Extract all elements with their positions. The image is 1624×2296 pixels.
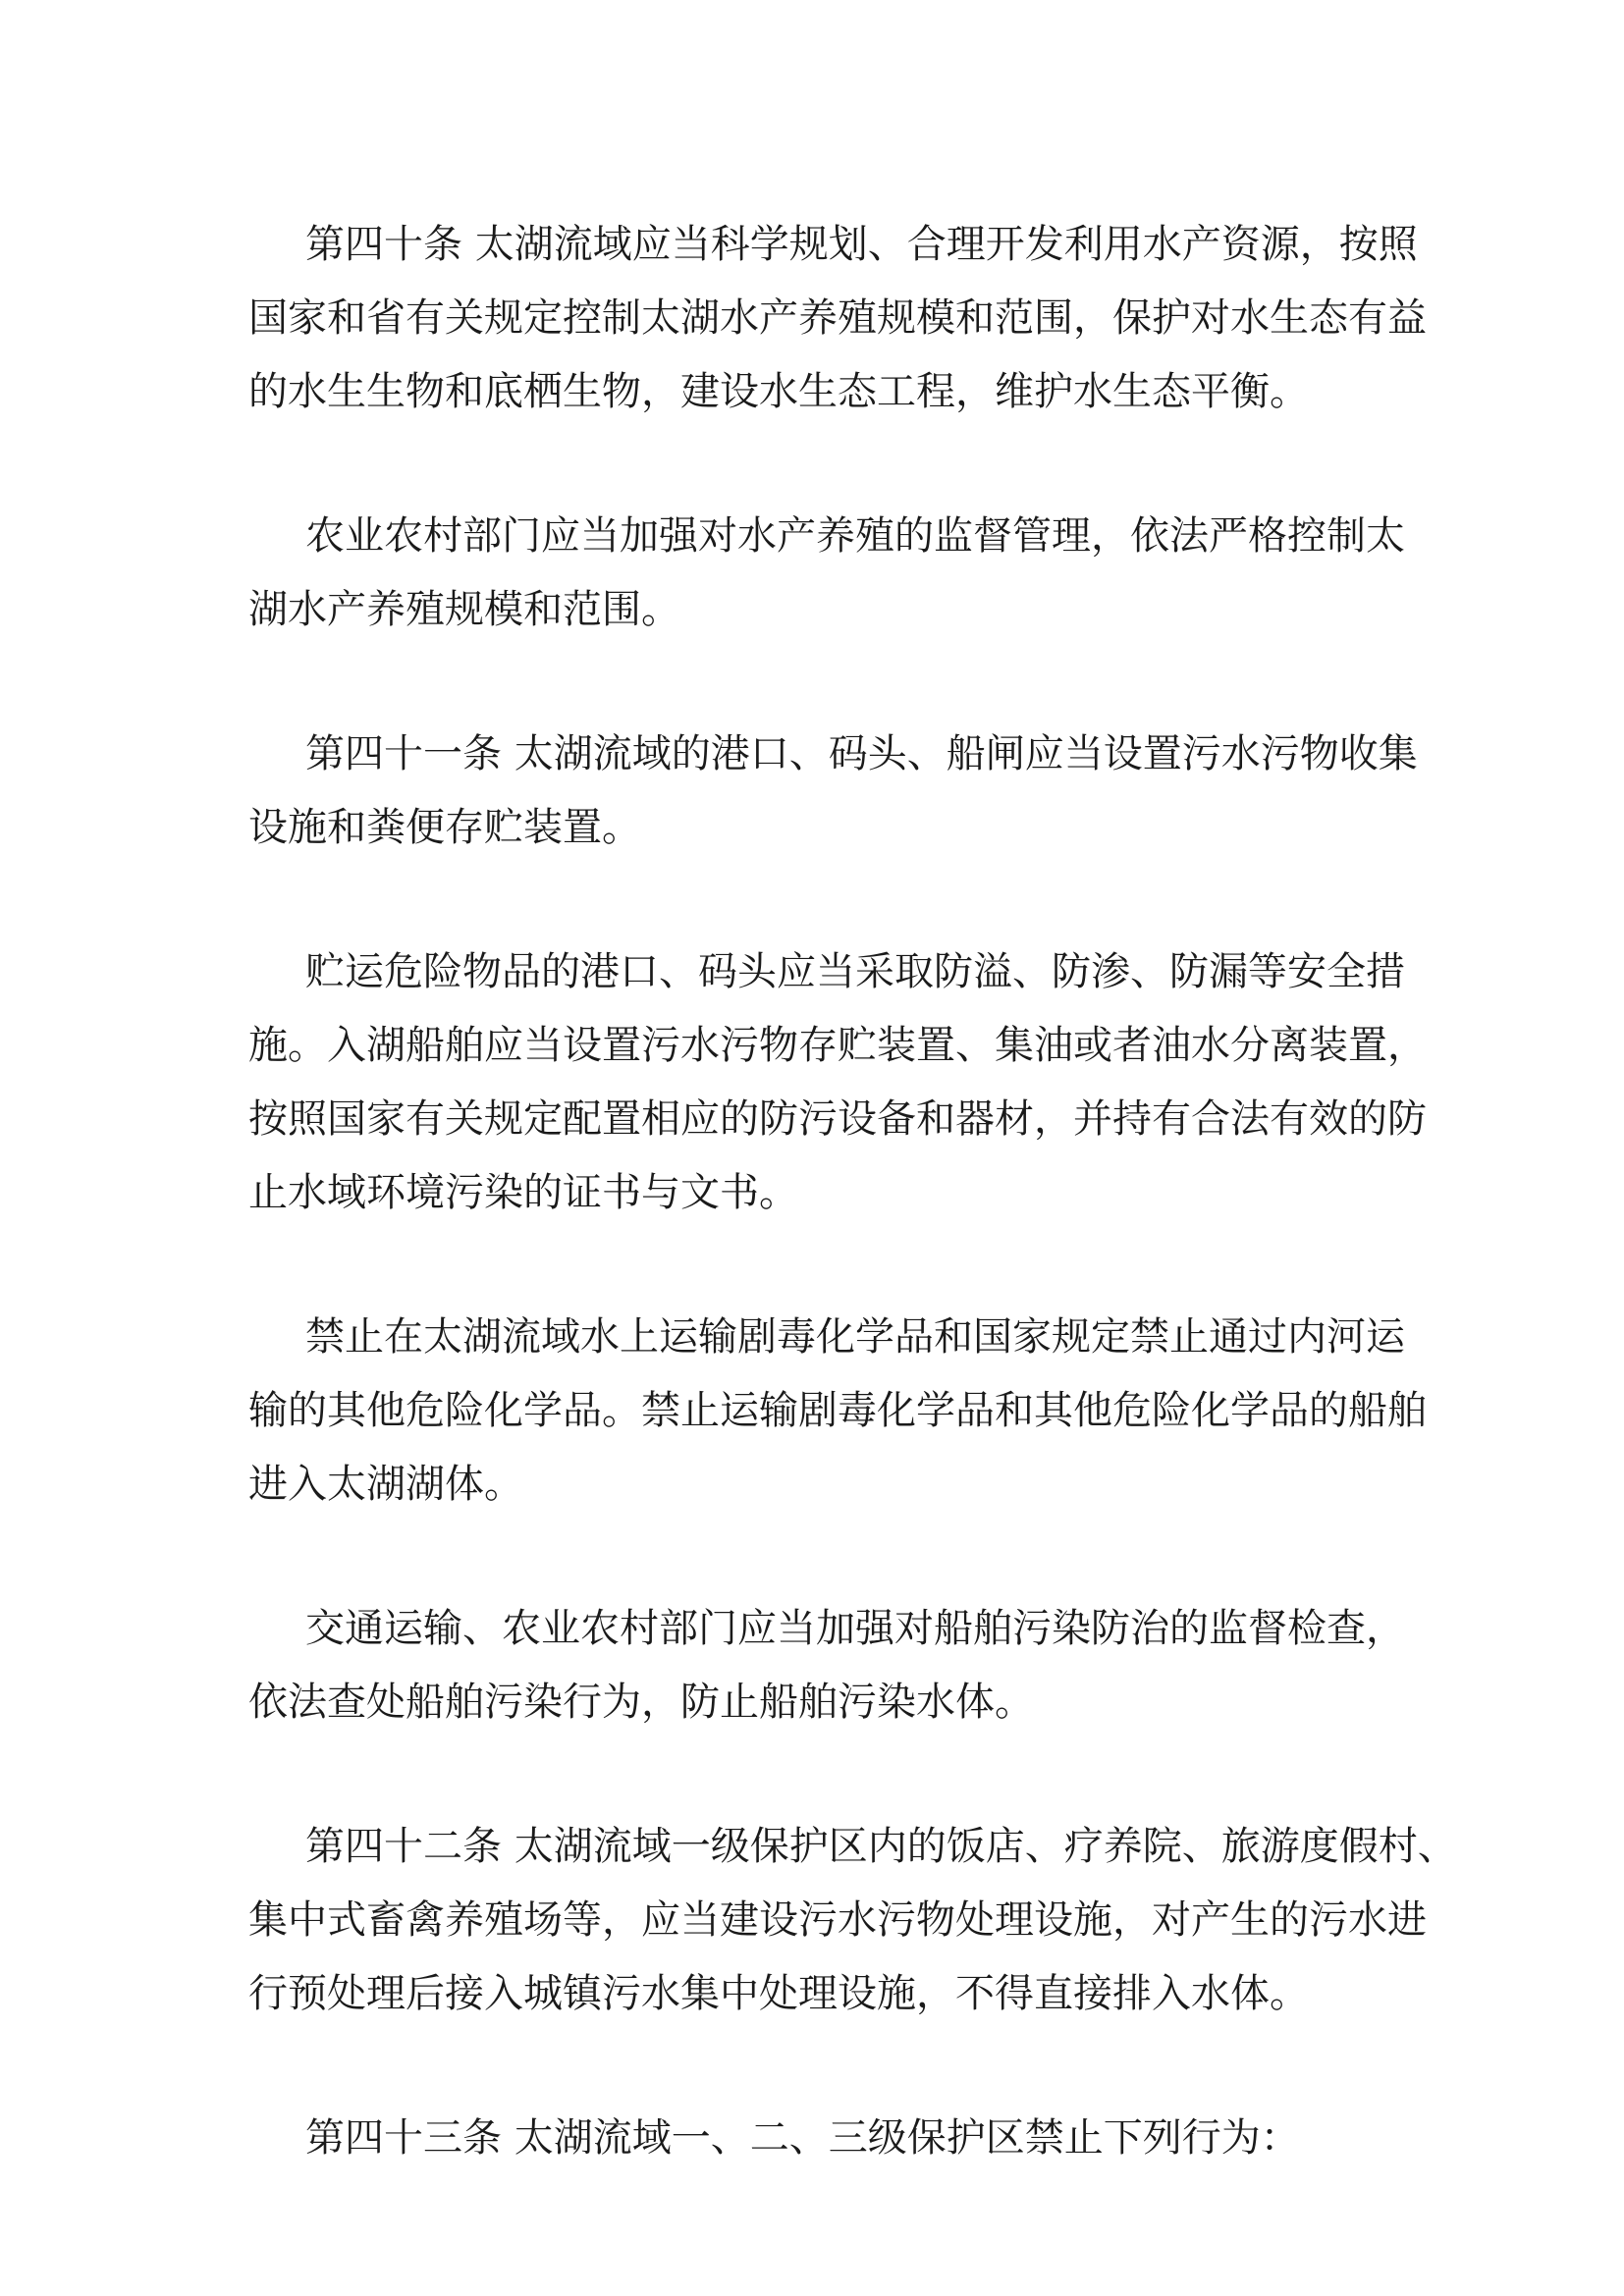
text-line: 交通运输、农业农村部门应当加强对船舶污染防治的监督检查， (305, 1606, 1405, 1651)
text-line: 贮运危险物品的港口、码头应当采取防溢、防渗、防漏等安全措 (305, 949, 1405, 994)
text-line: 农业农村部门应当加强对水产养殖的监督管理，依法严格控制太 (305, 513, 1405, 559)
text-line: 止水域环境污染的证书与文书。 (248, 1170, 798, 1215)
paragraph-article-43 (248, 2102, 1391, 2175)
paragraph-article-42 (248, 1810, 1457, 2031)
text-line: 禁止在太湖流域水上运输剧毒化学品和国家规定禁止通过内河运 (305, 1314, 1405, 1360)
text-line: 第四十条 太湖流域应当科学规划、合理开发利用水产资源，按照 (305, 222, 1418, 267)
text-line: 国家和省有关规定控制太湖水产养殖规模和范围，保护对水生态有益 (248, 295, 1427, 341)
text-line: 集中式畜禽养殖场等，应当建设污水污物处理设施，对产生的污水进 (248, 1897, 1427, 1943)
text-line: 第四十一条 太湖流域的港口、码头、船闸应当设置污水污物收集 (305, 731, 1418, 776)
paragraph-article-40 (248, 208, 1427, 429)
text-line: 行预处理后接入城镇污水集中处理设施，不得直接排入水体。 (248, 1971, 1309, 2016)
text-line: 施。入湖船舶应当设置污水污物存贮装置、集油或者油水分离装置， (248, 1023, 1427, 1068)
text-line: 进入太湖湖体。 (248, 1462, 523, 1507)
text-line: 第四十三条 太湖流域一、二、三级保护区禁止下列行为： (305, 2115, 1300, 2161)
text-line: 按照国家有关规定配置相应的防污设备和器材，并持有合法有效的防 (248, 1096, 1427, 1142)
text-line: 第四十二条 太湖流域一级保护区内的饭店、疗养院、旅游度假村、 (305, 1824, 1457, 1869)
document-body (248, 208, 1457, 2246)
paragraph-ship-pollution-inspection (248, 1592, 1405, 1739)
text-line: 湖水产养殖规模和范围。 (248, 587, 680, 632)
text-line: 设施和粪便存贮装置。 (248, 805, 641, 850)
text-line: 依法查处船舶污染行为，防止船舶污染水体。 (248, 1680, 1034, 1725)
text-line: 输的其他危险化学品。禁止运输剧毒化学品和其他危险化学品的船舶 (248, 1388, 1427, 1433)
paragraph-article-41 (248, 718, 1418, 865)
paragraph-hazardous-ports (248, 935, 1427, 1230)
paragraph-toxic-chemicals-ban (248, 1301, 1427, 1522)
paragraph-aquaculture-supervision (248, 500, 1405, 647)
text-line: 的水生生物和底栖生物，建设水生态工程，维护水生态平衡。 (248, 369, 1309, 414)
